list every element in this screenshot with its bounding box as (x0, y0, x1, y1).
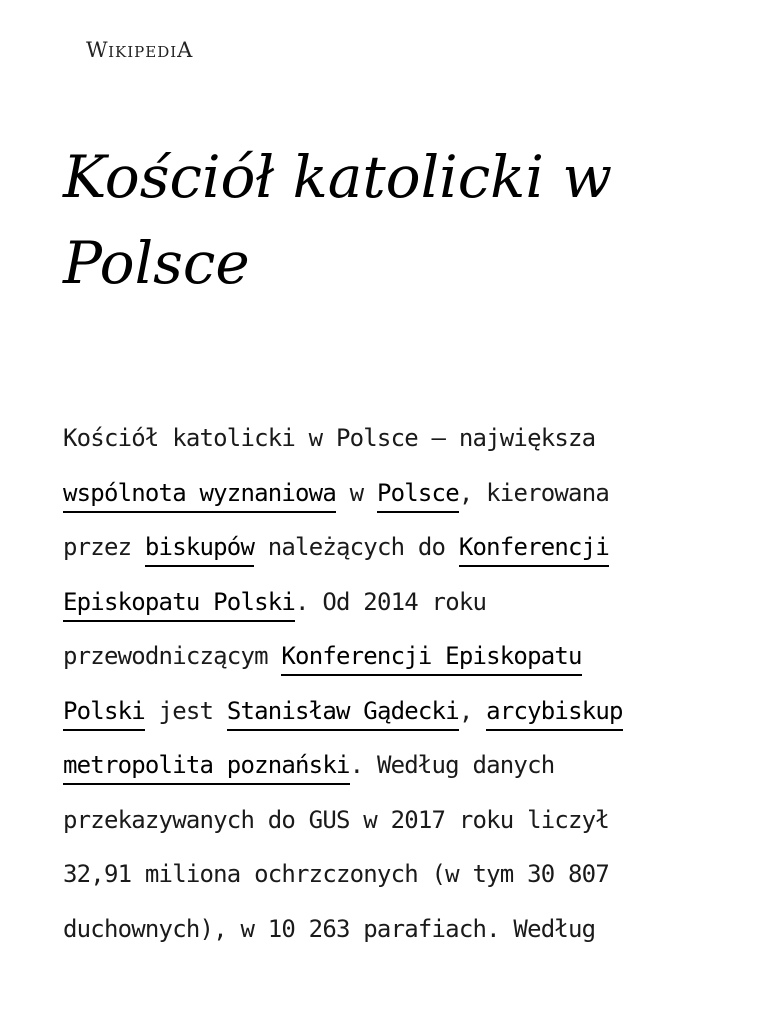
intro-text-3: , kierowana (458, 478, 610, 507)
paragraph-line-5 (63, 629, 723, 684)
link-konferencji-episkopatu-polski-2-part1[interactable]: Konferencji Episkopatu (281, 642, 581, 676)
intro-text-13: duchownych), w 10 263 parafiach. Według (63, 914, 596, 943)
intro-text-10: . Według danych (349, 751, 555, 779)
logo-final: A (177, 38, 193, 62)
link-arcybiskup-metropolita-part1[interactable]: arcybiskup (486, 697, 623, 731)
paragraph-line-4 (63, 575, 723, 630)
intro-text-9: , (458, 696, 487, 725)
wikipedia-logo[interactable] (86, 38, 193, 64)
link-arcybiskup-metropolita-part2[interactable]: metropolita poznański (63, 751, 350, 785)
link-konferencji-episkopatu-polski-part2[interactable]: Episkopatu Polski (63, 588, 295, 622)
intro-text-7: przewodniczącym (63, 642, 282, 670)
intro-text-4: przez (63, 533, 145, 561)
paragraph-line-7 (63, 738, 723, 793)
logo-initial: W (86, 38, 109, 62)
paragraph-line-9 (63, 847, 723, 902)
paragraph-line-2 (63, 466, 723, 521)
link-stanislaw-gadecki[interactable]: Stanisław Gądecki (227, 697, 459, 731)
link-wspolnota-wyznaniowa[interactable]: wspólnota wyznaniowa (63, 479, 336, 513)
page-title: Kościół katolicki w Polsce (63, 143, 612, 297)
link-konferencji-episkopatu-polski-part1[interactable]: Konferencji (459, 533, 609, 567)
logo-middle: IKIPEDI (108, 43, 178, 61)
link-biskupow[interactable]: biskupów (145, 533, 254, 567)
paragraph-line-1 (63, 411, 723, 466)
article-intro-paragraph (63, 411, 723, 956)
intro-text-12: 32,91 miliona ochrzczonych (w tym 30 807 (63, 860, 609, 888)
intro-text-11: przekazywanych do GUS w 2017 roku liczył (63, 805, 609, 834)
paragraph-line-3 (63, 520, 723, 575)
intro-text-2: w (336, 478, 377, 507)
link-polsce[interactable]: Polsce (377, 479, 459, 513)
intro-text-5: należących do (254, 533, 459, 561)
intro-text-6: . Od 2014 roku (295, 587, 487, 616)
intro-text-1: Kościół katolicki w Polsce – największa (63, 424, 596, 452)
paragraph-line-6 (63, 684, 723, 739)
link-konferencji-episkopatu-polski-2-part2[interactable]: Polski (63, 697, 145, 731)
paragraph-line-8 (63, 793, 723, 848)
intro-text-8: jest (144, 696, 227, 725)
paragraph-line-10 (63, 902, 723, 957)
